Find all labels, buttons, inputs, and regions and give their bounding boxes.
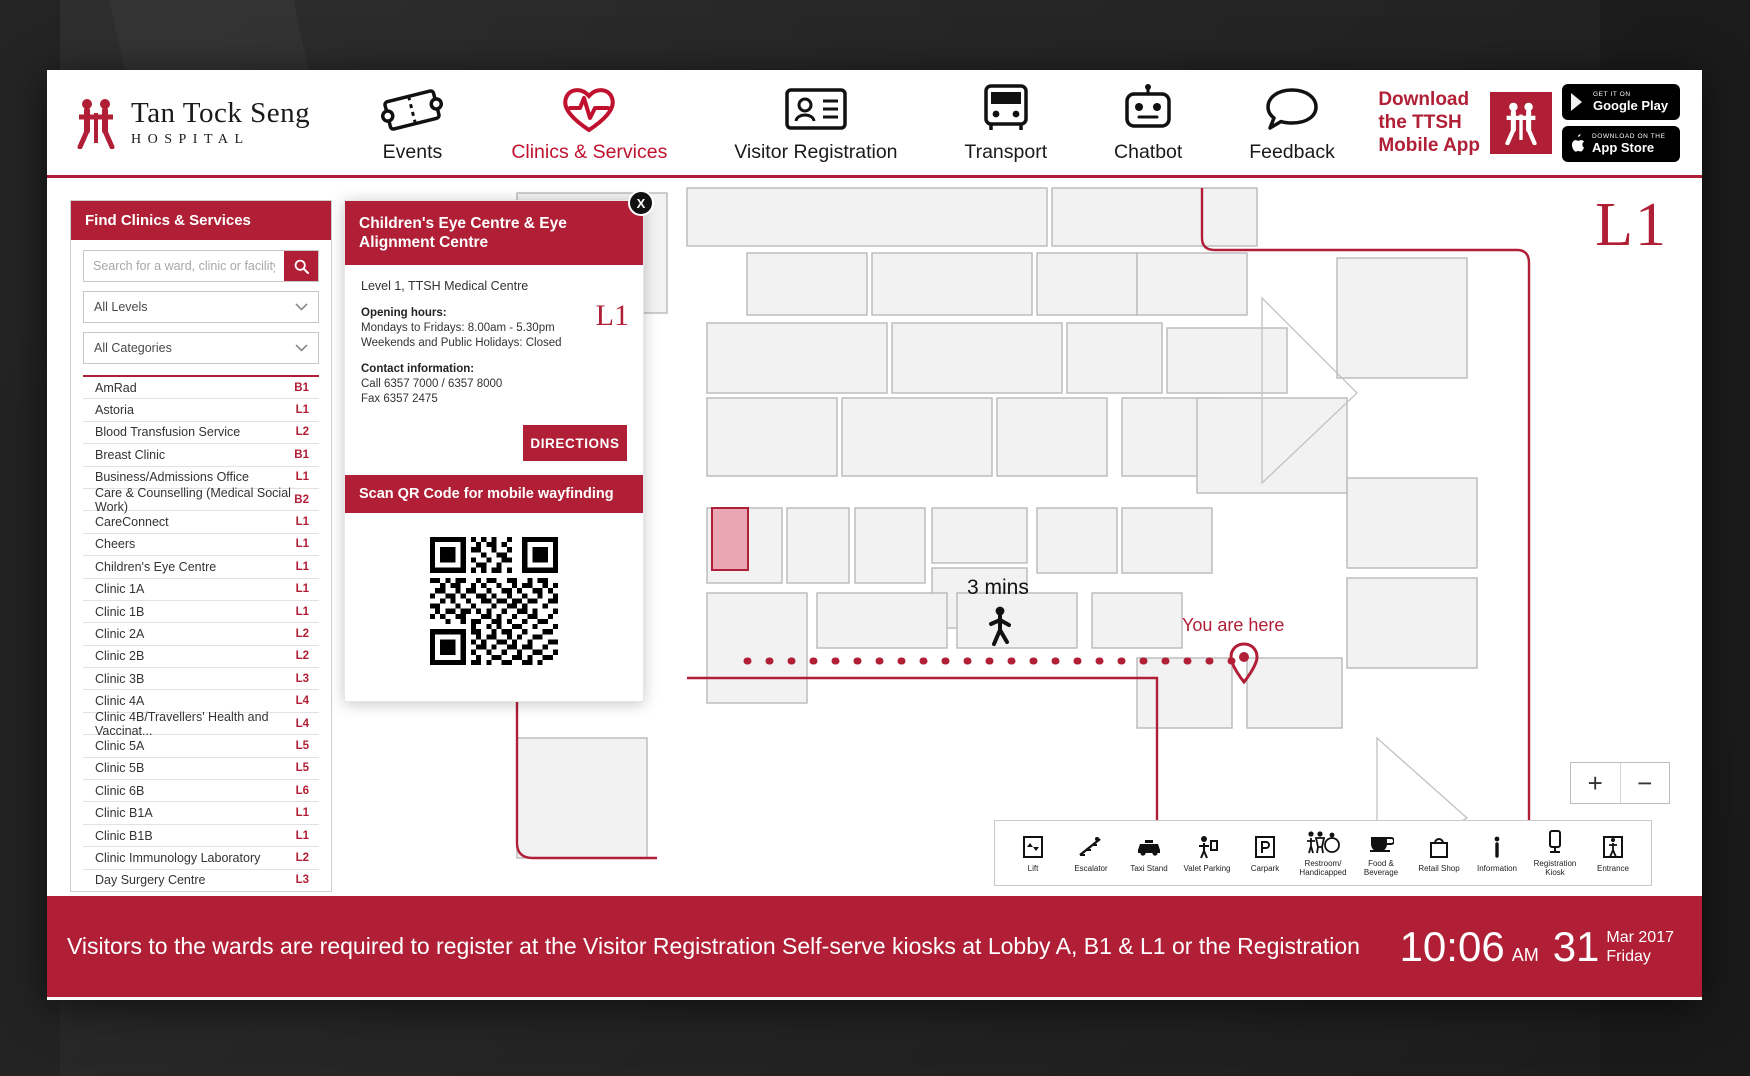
clinic-level: L3: [295, 672, 309, 685]
clinic-level: L1: [295, 516, 309, 529]
clinic-name: Clinic 3B: [95, 671, 145, 686]
clock-ampm: AM: [1511, 944, 1539, 965]
carpark-icon: [1254, 834, 1276, 860]
legend-label: Entrance: [1596, 863, 1630, 873]
date-display: [1553, 923, 1702, 971]
map-legend: [994, 820, 1652, 886]
clinic-level: L1: [295, 538, 309, 551]
id-card-icon: [783, 82, 849, 134]
close-icon[interactable]: X: [628, 190, 654, 216]
location-pin-icon: [1227, 641, 1261, 685]
zoom-controls[interactable]: [1570, 762, 1670, 804]
clinic-level: L5: [295, 762, 309, 775]
legend-label: Valet Parking: [1183, 863, 1231, 873]
list-item[interactable]: [83, 579, 319, 601]
clock: [1400, 923, 1553, 971]
download-app-text: [1378, 88, 1480, 157]
google-play-bottom: Google Play: [1593, 97, 1669, 113]
zoom-in-button[interactable]: +: [1571, 763, 1621, 803]
hospital-logo: [47, 97, 347, 149]
list-item[interactable]: [83, 780, 319, 802]
opening-hours-line-1: Mondays to Fridays: 8.00am - 5.30pm: [361, 322, 555, 334]
speech-bubble-icon: [1263, 82, 1321, 134]
panel-title: Children's Eye Centre & Eye Alignment Centre: [345, 201, 643, 265]
clinic-name: CareConnect: [95, 515, 169, 530]
directions-button[interactable]: DIRECTIONS: [523, 425, 627, 461]
panel-location: Level 1, TTSH Medical Centre: [361, 279, 529, 293]
clinic-name: Children's Eye Centre: [95, 559, 217, 574]
google-play-icon: [1569, 92, 1587, 112]
nav-label: Transport: [964, 140, 1048, 163]
clinic-name: Clinic 6B: [95, 783, 145, 798]
qr-heading: Scan QR Code for mobile wayfinding: [345, 475, 643, 513]
content-area: [47, 178, 1702, 896]
clinic-list[interactable]: [83, 375, 319, 887]
legend-item-valet-parking: [1179, 834, 1235, 873]
qr-code-image: [430, 537, 558, 665]
walking-person-icon: [985, 606, 1015, 648]
legend-item-carpark: [1237, 834, 1293, 873]
search-bar[interactable]: [83, 250, 319, 282]
list-item[interactable]: [83, 444, 319, 466]
nav-item-feedback[interactable]: [1233, 82, 1351, 164]
list-item[interactable]: [83, 601, 319, 623]
clinic-name: Clinic 4B/Travellers' Health and Vaccinat...: [95, 709, 269, 738]
find-clinics-sidebar: [70, 200, 332, 892]
nav-label: Visitor Registration: [734, 140, 898, 163]
ttsh-app-icon: [1490, 92, 1552, 154]
list-item[interactable]: [83, 646, 319, 668]
apple-icon: [1569, 134, 1586, 154]
google-play-button[interactable]: [1562, 84, 1680, 120]
lift-icon: [1022, 834, 1044, 860]
ticket-icon: [381, 82, 443, 134]
clinic-name: Clinic 5B: [95, 761, 145, 776]
legend-label: Information: [1476, 863, 1518, 873]
legend-item-registration-kiosk: [1527, 829, 1583, 877]
filter-all-levels[interactable]: [83, 291, 319, 323]
robot-icon: [1120, 82, 1176, 134]
list-item[interactable]: [83, 534, 319, 556]
logo-name: Tan Tock Seng: [131, 97, 311, 129]
clinic-name: Day Surgery Centre: [95, 873, 206, 887]
legend-label: Registration Kiosk: [1533, 859, 1577, 877]
clinic-level: B1: [294, 381, 309, 394]
footer-bar: [47, 896, 1702, 997]
list-item[interactable]: [83, 668, 319, 690]
clinic-name: Astoria: [95, 403, 134, 418]
list-item[interactable]: [83, 422, 319, 444]
legend-item-escalator: [1063, 834, 1119, 873]
ttsh-logo-icon: [73, 97, 119, 149]
download-line-1: Download: [1378, 89, 1470, 110]
clinic-name: Cheers: [95, 537, 136, 552]
legend-item-information: [1469, 834, 1525, 873]
clinic-level: L6: [295, 784, 309, 797]
list-item[interactable]: [83, 556, 319, 578]
heart-pulse-icon: [558, 82, 620, 134]
legend-item-food-beverage: [1353, 829, 1409, 877]
list-item[interactable]: [83, 485, 319, 514]
clinic-level: L1: [295, 471, 309, 484]
list-item[interactable]: [83, 758, 319, 780]
date-day: 31: [1552, 922, 1600, 970]
contact-line-2: Fax 6357 2475: [361, 393, 438, 405]
download-line-3: Mobile App: [1378, 135, 1480, 156]
list-item[interactable]: [83, 735, 319, 757]
contact-line-1: Call 6357 7000 / 6357 8000: [361, 378, 503, 390]
entrance-icon: [1602, 834, 1624, 860]
legend-item-taxi-stand: [1121, 834, 1177, 873]
food-beverage-icon: [1368, 829, 1394, 855]
list-item[interactable]: [83, 870, 319, 887]
clinic-name: Clinic 2B: [95, 649, 145, 664]
nav-label: Feedback: [1249, 140, 1335, 163]
clinic-name: Care & Counselling (Medical Social Work): [95, 485, 291, 514]
nav-item-transport[interactable]: [948, 82, 1063, 164]
clinic-level: L3: [295, 874, 309, 887]
legend-label: Food & Beverage: [1363, 859, 1399, 877]
clinic-name: Clinic Immunology Laboratory: [95, 850, 261, 865]
map-level-badge: L1: [1595, 191, 1668, 259]
panel-level-badge: L1: [595, 299, 629, 332]
search-button[interactable]: [284, 251, 318, 281]
bus-icon: [978, 82, 1034, 134]
legend-item-entrance: [1585, 834, 1641, 873]
clinic-level: L4: [295, 695, 309, 708]
clinic-name: AmRad: [95, 380, 137, 395]
clinic-level: L4: [295, 717, 309, 730]
list-item[interactable]: [83, 709, 319, 738]
legend-label: Restroom/ Handicapped: [1299, 859, 1347, 877]
taxi-icon: [1135, 834, 1163, 860]
google-play-top: GET IT ON: [1593, 90, 1631, 98]
search-icon: [294, 259, 309, 274]
nav-label: Chatbot: [1114, 140, 1183, 163]
opening-hours-line-2: Weekends and Public Holidays: Closed: [361, 337, 562, 349]
nav-item-clinics-and-services[interactable]: [495, 82, 683, 164]
clinic-level: L2: [295, 650, 309, 663]
main-nav: [347, 82, 1378, 164]
clinic-name: Clinic B1A: [95, 806, 153, 821]
chevron-down-icon: [295, 300, 308, 314]
app-store-top: DOWNLOAD ON THE: [1592, 132, 1666, 140]
registration-kiosk-icon: [1545, 829, 1565, 855]
logo-subtitle: HOSPITAL: [131, 132, 250, 147]
legend-item-retail-shop: [1411, 834, 1467, 873]
clinic-name: Blood Transfusion Service: [95, 425, 241, 440]
download-line-2: the TTSH: [1378, 112, 1462, 133]
clinic-level: L1: [295, 605, 309, 618]
legend-label: Carpark: [1250, 863, 1280, 873]
legend-label: Lift: [1027, 863, 1039, 873]
clock-time: 10:06: [1399, 922, 1505, 970]
retail-shop-icon: [1428, 834, 1450, 860]
restroom-icon: [1306, 829, 1340, 855]
qr-code-area: [345, 513, 643, 701]
clinic-name: Business/Admissions Office: [95, 470, 249, 485]
filter-label: All Categories: [94, 341, 172, 355]
nav-item-events[interactable]: [364, 82, 460, 164]
legend-item-lift: [1005, 834, 1061, 873]
clinic-level: B1: [294, 448, 309, 461]
filter-all-categories[interactable]: [83, 332, 319, 364]
escalator-icon: [1078, 834, 1104, 860]
date-month-year: Mar 2017: [1606, 928, 1674, 946]
ticker-message: Visitors to the wards are required to register at the Visitor Registration Self-serve kiosks at Lobby A, B1 & L1 or the Registration: [67, 933, 1360, 959]
clinic-name: Breast Clinic: [95, 447, 166, 462]
list-item[interactable]: [83, 377, 319, 399]
list-item[interactable]: [83, 623, 319, 645]
clinic-level: L1: [295, 807, 309, 820]
nav-label: Events: [382, 140, 443, 163]
clinic-level: L1: [295, 404, 309, 417]
kiosk-screen: [47, 70, 1702, 1000]
contact-heading: Contact information:: [361, 363, 475, 375]
date-weekday: Friday: [1606, 947, 1651, 965]
clinic-level: B2: [294, 493, 309, 506]
information-icon: [1489, 834, 1505, 860]
header: [47, 70, 1702, 178]
clinic-level: L1: [295, 583, 309, 596]
nav-item-visitor-registration[interactable]: [718, 82, 913, 164]
you-are-here-label: You are here: [1182, 615, 1285, 635]
list-item[interactable]: [83, 825, 319, 847]
clinic-level: L1: [295, 829, 309, 842]
list-item[interactable]: [83, 511, 319, 533]
download-app-block: [1378, 84, 1702, 162]
nav-label: Clinics & Services: [511, 140, 668, 163]
filter-label: All Levels: [94, 300, 148, 314]
sidebar-title: Find Clinics & Services: [71, 201, 331, 240]
list-item[interactable]: [83, 847, 319, 869]
highlighted-room: [712, 508, 748, 570]
clinic-level: L2: [295, 426, 309, 439]
clinic-level: L2: [295, 627, 309, 640]
list-item[interactable]: [83, 802, 319, 824]
clinic-name: Clinic 1B: [95, 604, 145, 619]
nav-item-chatbot[interactable]: [1098, 82, 1198, 164]
legend-item-restroom: [1295, 829, 1351, 877]
chevron-down-icon: [295, 341, 308, 355]
opening-hours-heading: Opening hours:: [361, 307, 447, 319]
clinic-name: Clinic 2A: [95, 626, 145, 641]
walk-time-label: 3 mins: [967, 576, 1029, 599]
legend-label: Escalator: [1074, 863, 1108, 873]
clinic-name: Clinic 5A: [95, 738, 145, 753]
app-store-button[interactable]: [1562, 126, 1680, 162]
app-store-bottom: App Store: [1592, 139, 1655, 155]
clinic-level: L5: [295, 739, 309, 752]
search-input[interactable]: [84, 251, 284, 281]
valet-parking-icon: [1195, 834, 1219, 860]
legend-label: Retail Shop: [1418, 863, 1460, 873]
clinic-name: Clinic B1B: [95, 828, 153, 843]
clinic-level: L1: [295, 560, 309, 573]
zoom-out-button[interactable]: −: [1637, 767, 1653, 798]
clinic-info-panel: [344, 195, 646, 702]
legend-label: Taxi Stand: [1130, 863, 1168, 873]
clinic-name: Clinic 1A: [95, 582, 145, 597]
clinic-level: L2: [295, 851, 309, 864]
clinic-name: Clinic 4A: [95, 694, 145, 709]
list-item[interactable]: [83, 399, 319, 421]
